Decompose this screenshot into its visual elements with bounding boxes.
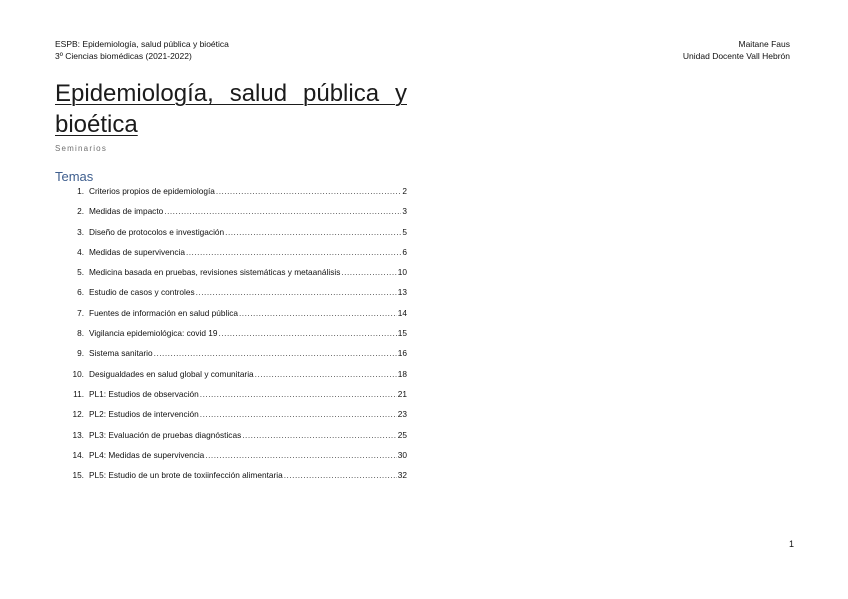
course-name: ESPB: Epidemiología, salud pública y bioética: [55, 39, 229, 49]
toc-entry-page: 6: [402, 246, 407, 257]
toc-entry-number: 14.: [72, 449, 84, 460]
toc-entry-number: 5.: [77, 267, 84, 278]
toc-entry-title: Medidas de supervivencia: [89, 246, 185, 257]
toc-dot-leader: [216, 186, 401, 196]
toc-entry-title: Fuentes de información en salud pública: [89, 307, 238, 318]
toc-entry-title: Estudio de casos y controles: [89, 287, 195, 298]
toc-dot-leader: [205, 450, 396, 460]
toc-entry-page: 14: [397, 307, 407, 318]
author-name: Maitane Faus: [738, 39, 790, 49]
toc-entry-title: Medidas de impacto: [89, 206, 164, 217]
header-right: [683, 38, 790, 62]
toc-entry-page: 18: [397, 368, 407, 379]
toc-entry-title: PL3: Evaluación de pruebas diagnósticas: [89, 429, 242, 440]
toc-entry-page: 5: [402, 226, 407, 237]
toc-entry-title: Diseño de protocolos e investigación: [89, 226, 225, 237]
toc-entry[interactable]: [55, 206, 407, 226]
toc-dot-leader: [200, 409, 397, 419]
toc-entry[interactable]: [55, 186, 407, 206]
document-title: Epidemiología, salud pública y bioética: [55, 80, 407, 138]
toc-dot-leader: [154, 348, 397, 358]
toc-entry-number: 2.: [77, 206, 84, 217]
toc-entry[interactable]: [55, 409, 407, 429]
toc-dot-leader: [196, 287, 397, 297]
toc-entry[interactable]: [55, 348, 407, 368]
toc-entry-page: 2: [402, 186, 407, 196]
toc-entry-number: 11.: [73, 388, 84, 399]
toc-dot-leader: [239, 308, 397, 318]
toc-entry-page: 10: [397, 267, 407, 278]
toc-dot-leader: [242, 430, 397, 440]
toc-dot-leader: [255, 369, 397, 379]
toc-entry[interactable]: [55, 369, 407, 389]
toc-entry[interactable]: [55, 247, 407, 267]
toc-entry[interactable]: [55, 450, 407, 470]
header-left: [55, 38, 229, 62]
toc-dot-leader: [200, 389, 397, 399]
toc-entry-title: Desigualdades en salud global y comunitaria: [89, 368, 254, 379]
toc-dot-leader: [225, 227, 401, 237]
toc-entry-page: 16: [397, 348, 407, 359]
toc-entry-title: PL2: Estudios de intervención: [89, 409, 199, 420]
toc-entry-page: 13: [397, 287, 407, 298]
toc-entry-number: 15.: [72, 470, 84, 481]
toc-entry[interactable]: [55, 267, 407, 287]
toc-entry[interactable]: [55, 287, 407, 307]
toc-entry-page: 25: [397, 429, 407, 440]
toc-entry-title: PL1: Estudios de observación: [89, 388, 199, 399]
toc-entry-number: 7.: [77, 307, 84, 318]
toc-entry-page: 30: [397, 449, 407, 460]
table-of-contents: [55, 186, 407, 490]
course-year: 3º Ciencias biomédicas (2021-2022): [55, 51, 192, 61]
toc-entry-number: 10.: [72, 368, 84, 379]
toc-entry-title: PL4: Medidas de supervivencia: [89, 449, 205, 460]
toc-dot-leader: [186, 247, 401, 257]
toc-dot-leader: [164, 206, 401, 216]
toc-dot-leader: [219, 328, 397, 338]
teaching-unit: Unidad Docente Vall Hebrón: [682, 51, 790, 61]
toc-entry[interactable]: [55, 389, 407, 409]
toc-entry-number: 1.: [77, 186, 84, 196]
toc-heading: Temas: [55, 169, 94, 184]
toc-dot-leader: [284, 470, 397, 480]
document-subtitle: Seminarios: [55, 144, 108, 153]
toc-entry-page: 32: [397, 470, 407, 481]
toc-entry-page: 3: [402, 206, 407, 217]
toc-entry-number: 4.: [77, 246, 84, 257]
toc-entry-title: Vigilancia epidemiológica: covid 19: [89, 328, 218, 339]
toc-entry-title: Medicina basada en pruebas, revisiones sistemáticas y metaanálisis: [89, 267, 341, 278]
toc-entry-page: 21: [397, 388, 407, 399]
toc-entry-number: 3.: [77, 226, 84, 237]
toc-entry-number: 6.: [77, 287, 84, 298]
toc-entry[interactable]: [55, 227, 407, 247]
toc-entry-number: 13.: [72, 429, 84, 440]
toc-entry-page: 23: [397, 409, 407, 420]
toc-entry[interactable]: [55, 430, 407, 450]
toc-entry-title: Sistema sanitario: [89, 348, 153, 359]
toc-entry-number: 12.: [72, 409, 84, 420]
toc-entry-title: PL5: Estudio de un brote de toxiinfección alimentaria: [89, 470, 283, 481]
page-number: 1: [788, 539, 794, 549]
toc-entry-title: Criterios propios de epidemiología: [89, 186, 215, 196]
toc-entry-page: 15: [397, 328, 407, 339]
toc-dot-leader: [341, 267, 396, 277]
toc-entry[interactable]: [55, 308, 407, 328]
toc-entry-number: 8.: [77, 328, 84, 339]
toc-entry[interactable]: [55, 328, 407, 348]
toc-entry[interactable]: [55, 470, 407, 490]
toc-entry-number: 9.: [77, 348, 84, 359]
